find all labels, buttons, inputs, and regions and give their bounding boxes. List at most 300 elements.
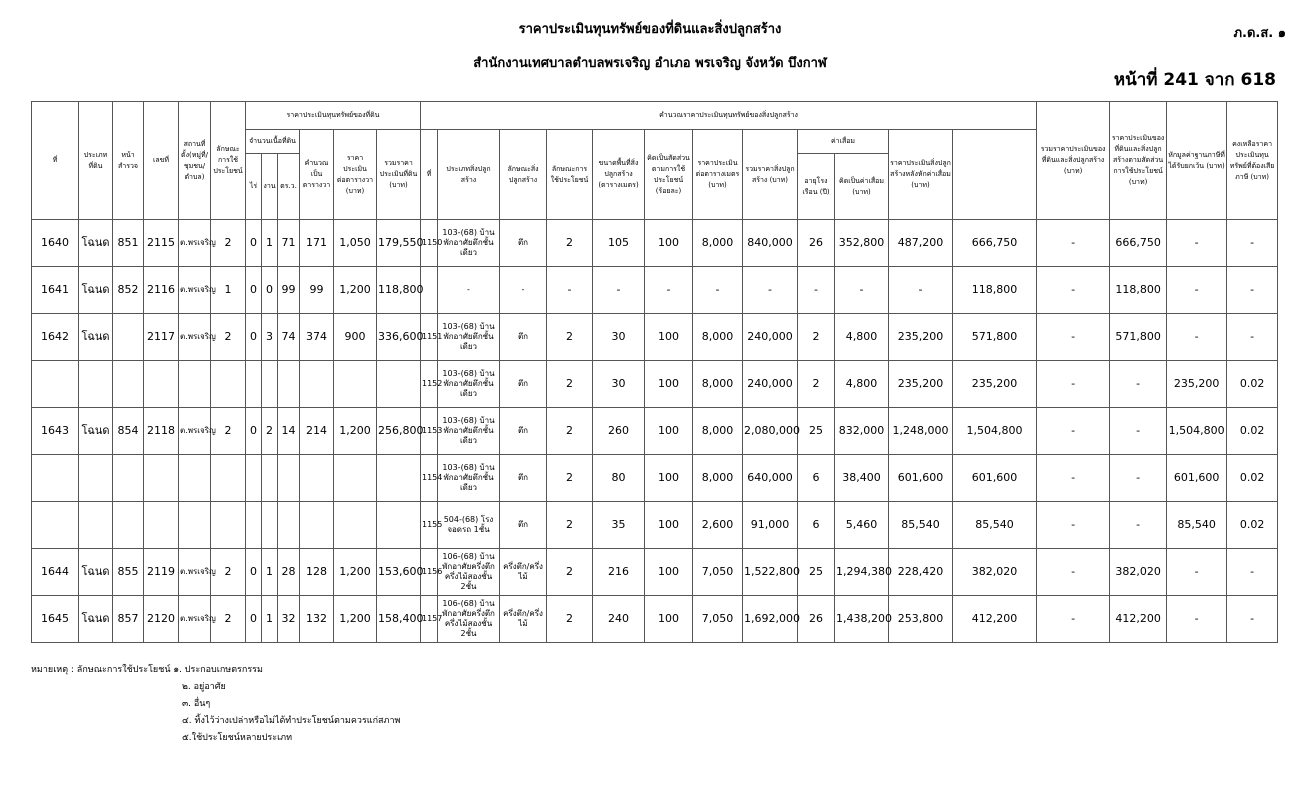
table-row xyxy=(32,549,1278,596)
cell-bldg-char: ตึก xyxy=(500,361,547,408)
cell-bldg-total: 640,000 xyxy=(743,455,798,502)
document-subtitle: สำนักงานเทศบาลตำบลพรเจริญ อำเภอ พรเจริญ จังหวัด บึงกาฬ xyxy=(473,56,827,71)
cell-prop-value: - xyxy=(1037,596,1110,643)
cell-bldg-price-sqm: 8,000 xyxy=(693,408,743,455)
cell-bldg-ratio: 100 xyxy=(645,314,693,361)
cell-total-sqwa: 171 xyxy=(300,220,334,267)
cell-price-per-sqwa xyxy=(334,361,377,408)
cell-bldg-type: 103-(68) บ้านพักอาศัยตึกชั้นเดียว xyxy=(438,314,500,361)
cell-land-type: โฉนด xyxy=(79,408,113,455)
cell-land-use xyxy=(211,361,246,408)
cell-deed-no: 2117 xyxy=(144,314,179,361)
cell-tax-rate: - xyxy=(1227,267,1278,314)
cell-deed-no: 2115 xyxy=(144,220,179,267)
cell-bldg-price-sqm: 2,600 xyxy=(693,502,743,549)
cell-bldg-type: - xyxy=(438,267,500,314)
cell-bldg-net: 1,248,000 xyxy=(889,408,953,455)
cell-bldg-age: - xyxy=(798,267,835,314)
col-building-price-sqm: ราคาประเมินต่อตารางเมตร (บาท) xyxy=(693,130,743,220)
cell-deed-no: 2118 xyxy=(144,408,179,455)
cell-tax-rate: - xyxy=(1227,549,1278,596)
cell-prop-value: - xyxy=(1037,361,1110,408)
cell-sqwa: 32 xyxy=(278,596,300,643)
cell-exemption: 412,200 xyxy=(1110,596,1167,643)
cell-tax-rate: 0.02 xyxy=(1227,408,1278,455)
cell-bldg-size: - xyxy=(593,267,645,314)
cell-remaining: - xyxy=(1167,314,1227,361)
cell-total-sqwa xyxy=(300,502,334,549)
cell-sqwa xyxy=(278,502,300,549)
cell-page-survey xyxy=(113,361,144,408)
cell-bldg-char: ตึก xyxy=(500,408,547,455)
cell-remaining: 235,200 xyxy=(1167,361,1227,408)
cell-price-per-sqwa xyxy=(334,502,377,549)
cell-land-type: โฉนด xyxy=(79,596,113,643)
cell-depr-amount: - xyxy=(835,267,889,314)
notes-label: หมายเหตุ : ลักษณะการใช้ประโยชน์ xyxy=(31,665,171,675)
cell-bldg-price-sqm: 8,000 xyxy=(693,220,743,267)
col-page-survey: หน้าสำรวจ xyxy=(113,102,144,220)
cell-no: 1640 xyxy=(32,220,79,267)
cell-land-total: 158,400 xyxy=(377,596,421,643)
cell-prop-value: - xyxy=(1037,220,1110,267)
cell-rai xyxy=(246,502,262,549)
col-location: สถานที่ตั้ง(หมู่ที่/ชุมชน/ตำบล) xyxy=(179,102,211,220)
depreciation-group: ค่าเสื่อม xyxy=(798,130,889,154)
cell-bldg-age: 2 xyxy=(798,314,835,361)
cell-tax-rate: 0.02 xyxy=(1227,455,1278,502)
cell-exemption: - xyxy=(1110,361,1167,408)
cell-no xyxy=(32,361,79,408)
cell-rai: 0 xyxy=(246,220,262,267)
cell-deed-no xyxy=(144,455,179,502)
cell-bldg-use: 2 xyxy=(547,455,593,502)
col-land-use: ลักษณะการใช้ประโยชน์ xyxy=(211,102,246,220)
table-body xyxy=(32,220,1278,643)
cell-bldg-net: - xyxy=(889,267,953,314)
cell-no: 1641 xyxy=(32,267,79,314)
cell-exemption: 666,750 xyxy=(1110,220,1167,267)
cell-bldg-no: 1155 xyxy=(421,502,438,549)
cell-exemption: - xyxy=(1110,502,1167,549)
cell-sqwa: 71 xyxy=(278,220,300,267)
cell-rai: 0 xyxy=(246,408,262,455)
cell-bldg-net: 85,540 xyxy=(889,502,953,549)
cell-depr-amount: 832,000 xyxy=(835,408,889,455)
cell-page-survey xyxy=(113,502,144,549)
col-price-per-sqwa: ราคาประเมินต่อตารางวา (บาท) xyxy=(334,130,377,220)
cell-no: 1645 xyxy=(32,596,79,643)
cell-bldg-ratio: 100 xyxy=(645,361,693,408)
cell-total-sqwa xyxy=(300,455,334,502)
cell-total-sqwa: 214 xyxy=(300,408,334,455)
cell-exemption: - xyxy=(1110,408,1167,455)
cell-sqwa: 14 xyxy=(278,408,300,455)
cell-bldg-net: 228,420 xyxy=(889,549,953,596)
table-row xyxy=(32,314,1278,361)
cell-tax-rate: - xyxy=(1227,596,1278,643)
cell-tax-rate: - xyxy=(1227,220,1278,267)
cell-bldg-age: 25 xyxy=(798,408,835,455)
cell-total-sqwa: 128 xyxy=(300,549,334,596)
cell-depr-amount: 352,800 xyxy=(835,220,889,267)
cell-bldg-net: 601,600 xyxy=(889,455,953,502)
cell-bldg-size: 30 xyxy=(593,314,645,361)
cell-grand-total: 1,504,800 xyxy=(953,408,1037,455)
col-ngan: งาน xyxy=(262,154,278,220)
cell-prop-value: - xyxy=(1037,502,1110,549)
cell-remaining: 85,540 xyxy=(1167,502,1227,549)
cell-prop-value: - xyxy=(1037,408,1110,455)
cell-bldg-no: 1153 xyxy=(421,408,438,455)
cell-bldg-char: ตึก xyxy=(500,502,547,549)
cell-deed-no: 2120 xyxy=(144,596,179,643)
cell-land-use: 2 xyxy=(211,408,246,455)
cell-page-survey: 854 xyxy=(113,408,144,455)
form-code: ภ.ด.ส. ๑ xyxy=(1233,26,1286,41)
cell-land-type: โฉนด xyxy=(79,549,113,596)
cell-ngan xyxy=(262,502,278,549)
cell-depr-amount: 4,800 xyxy=(835,361,889,408)
cell-land-use xyxy=(211,455,246,502)
cell-bldg-age: 2 xyxy=(798,361,835,408)
cell-bldg-total: 2,080,000 xyxy=(743,408,798,455)
area-group: จำนวนเนื้อที่ดิน xyxy=(246,130,300,154)
notes-line-1 xyxy=(31,662,400,679)
cell-bldg-use: 2 xyxy=(547,314,593,361)
cell-deed-no: 2116 xyxy=(144,267,179,314)
cell-bldg-ratio: 100 xyxy=(645,408,693,455)
cell-bldg-price-sqm: 8,000 xyxy=(693,314,743,361)
cell-bldg-price-sqm: 7,050 xyxy=(693,549,743,596)
cell-total-sqwa: 99 xyxy=(300,267,334,314)
cell-land-use: 2 xyxy=(211,220,246,267)
cell-grand-total: 601,600 xyxy=(953,455,1037,502)
cell-bldg-type: 106-(68) บ้านพักอาศัยครึ่งตึกครึ่งไม้สองชั้น 2ชั้น xyxy=(438,596,500,643)
cell-bldg-size: 216 xyxy=(593,549,645,596)
cell-sqwa: 99 xyxy=(278,267,300,314)
cell-bldg-price-sqm: 7,050 xyxy=(693,596,743,643)
cell-bldg-age: 26 xyxy=(798,220,835,267)
cell-ngan: 1 xyxy=(262,596,278,643)
cell-bldg-net: 487,200 xyxy=(889,220,953,267)
cell-land-use: 2 xyxy=(211,549,246,596)
col-no: ที่ xyxy=(32,102,79,220)
cell-grand-total: 571,800 xyxy=(953,314,1037,361)
cell-bldg-use: 2 xyxy=(547,408,593,455)
assessment-table xyxy=(31,101,1278,643)
cell-deed-no: 2119 xyxy=(144,549,179,596)
table-row xyxy=(32,220,1278,267)
cell-prop-value: - xyxy=(1037,314,1110,361)
cell-bldg-price-sqm: 8,000 xyxy=(693,361,743,408)
col-depreciation: คิดเป็นค่าเสื่อม (บาท) xyxy=(835,154,889,220)
cell-sqwa: 74 xyxy=(278,314,300,361)
cell-grand-total: 666,750 xyxy=(953,220,1037,267)
table-row xyxy=(32,502,1278,549)
col-building-total: รวมราคาสิ่งปลูกสร้าง (บาท) xyxy=(743,130,798,220)
cell-rai: 0 xyxy=(246,314,262,361)
cell-land-total xyxy=(377,361,421,408)
col-land-type: ประเภทที่ดิน xyxy=(79,102,113,220)
cell-no xyxy=(32,455,79,502)
note-item: ๑. ประกอบเกษตรกรรม xyxy=(173,665,263,675)
table-row xyxy=(32,596,1278,643)
cell-page-survey: 857 xyxy=(113,596,144,643)
cell-bldg-char: ครึ่งตึก/ครึ่งไม้ xyxy=(500,549,547,596)
cell-no: 1642 xyxy=(32,314,79,361)
cell-land-use: 2 xyxy=(211,596,246,643)
cell-sqwa: 28 xyxy=(278,549,300,596)
cell-bldg-size: 80 xyxy=(593,455,645,502)
cell-bldg-size: 35 xyxy=(593,502,645,549)
cell-grand-total: 382,020 xyxy=(953,549,1037,596)
cell-ngan xyxy=(262,455,278,502)
cell-land-type: โฉนด xyxy=(79,267,113,314)
cell-exemption: 118,800 xyxy=(1110,267,1167,314)
cell-page-survey xyxy=(113,455,144,502)
cell-exemption: 571,800 xyxy=(1110,314,1167,361)
cell-land-type xyxy=(79,502,113,549)
cell-exemption: 382,020 xyxy=(1110,549,1167,596)
cell-bldg-use: 2 xyxy=(547,549,593,596)
cell-bldg-no: 1152 xyxy=(421,361,438,408)
col-grand-total: รวมราคาประเมินของที่ดินและสิ่งปลูกสร้าง (บาท) xyxy=(1037,102,1110,220)
cell-remaining: 601,600 xyxy=(1167,455,1227,502)
cell-bldg-age: 26 xyxy=(798,596,835,643)
cell-location: ต.พรเจริญ xyxy=(179,220,211,267)
cell-bldg-ratio: 100 xyxy=(645,549,693,596)
note-item: ๔. ทิ้งไว้ว่างเปล่าหรือไม่ได้ทำประโยชน์ตามควรแก่สภาพ xyxy=(182,716,401,726)
cell-location xyxy=(179,455,211,502)
cell-bldg-type: 103-(68) บ้านพักอาศัยตึกชั้นเดียว xyxy=(438,361,500,408)
cell-deed-no xyxy=(144,502,179,549)
cell-location: ต.พรเจริญ xyxy=(179,408,211,455)
col-building-size: ขนาดพื้นที่สิ่งปลูกสร้าง (ตารางเมตร) xyxy=(593,130,645,220)
cell-exemption: - xyxy=(1110,455,1167,502)
cell-deed-no xyxy=(144,361,179,408)
notes xyxy=(31,662,400,747)
table-row xyxy=(32,361,1278,408)
cell-bldg-net: 235,200 xyxy=(889,361,953,408)
cell-land-use: 2 xyxy=(211,314,246,361)
cell-rai xyxy=(246,361,262,408)
cell-bldg-net: 235,200 xyxy=(889,314,953,361)
cell-bldg-type: 103-(68) บ้านพักอาศัยตึกชั้นเดียว xyxy=(438,455,500,502)
cell-bldg-no: 1150 xyxy=(421,220,438,267)
cell-bldg-price-sqm: 8,000 xyxy=(693,455,743,502)
cell-bldg-no: 1154 xyxy=(421,455,438,502)
cell-land-total: 118,800 xyxy=(377,267,421,314)
cell-depr-amount: 1,438,200 xyxy=(835,596,889,643)
cell-grand-total: 412,200 xyxy=(953,596,1037,643)
cell-prop-value: - xyxy=(1037,455,1110,502)
cell-total-sqwa: 132 xyxy=(300,596,334,643)
cell-rai xyxy=(246,455,262,502)
cell-remaining: 1,504,800 xyxy=(1167,408,1227,455)
cell-grand-total: 235,200 xyxy=(953,361,1037,408)
cell-land-total xyxy=(377,502,421,549)
cell-land-use: 1 xyxy=(211,267,246,314)
land-value-group: ราคาประเมินทุนทรัพย์ของที่ดิน xyxy=(246,102,421,130)
cell-land-total: 256,800 xyxy=(377,408,421,455)
table-row xyxy=(32,455,1278,502)
cell-bldg-char: ครึ่งตึก/ครึ่งไม้ xyxy=(500,596,547,643)
cell-depr-amount: 38,400 xyxy=(835,455,889,502)
cell-bldg-use: 2 xyxy=(547,220,593,267)
cell-grand-total: 85,540 xyxy=(953,502,1037,549)
cell-land-use xyxy=(211,502,246,549)
cell-bldg-ratio: - xyxy=(645,267,693,314)
cell-bldg-char: - xyxy=(500,267,547,314)
cell-bldg-age: 25 xyxy=(798,549,835,596)
col-building-no: ที่ xyxy=(421,130,438,220)
cell-depr-amount: 1,294,380 xyxy=(835,549,889,596)
cell-price-per-sqwa: 1,200 xyxy=(334,549,377,596)
cell-bldg-net: 253,800 xyxy=(889,596,953,643)
cell-page-survey: 851 xyxy=(113,220,144,267)
cell-price-per-sqwa: 1,050 xyxy=(334,220,377,267)
cell-land-total: 153,600 xyxy=(377,549,421,596)
cell-bldg-total: - xyxy=(743,267,798,314)
cell-remaining: - xyxy=(1167,596,1227,643)
cell-bldg-type: 106-(68) บ้านพักอาศัยครึ่งตึกครึ่งไม้สองชั้น 2ชั้น xyxy=(438,549,500,596)
cell-bldg-size: 260 xyxy=(593,408,645,455)
cell-ngan: 1 xyxy=(262,220,278,267)
cell-total-sqwa xyxy=(300,361,334,408)
cell-bldg-type: 103-(68) บ้านพักอาศัยตึกชั้นเดียว xyxy=(438,408,500,455)
cell-bldg-no: 1157 xyxy=(421,596,438,643)
col-rai: ไร่ xyxy=(246,154,262,220)
cell-rai: 0 xyxy=(246,596,262,643)
cell-bldg-total: 840,000 xyxy=(743,220,798,267)
col-building-ratio: คิดเป็นสัดส่วนตามการใช้ประโยชน์ (ร้อยละ) xyxy=(645,130,693,220)
cell-bldg-size: 105 xyxy=(593,220,645,267)
cell-depr-amount: 5,460 xyxy=(835,502,889,549)
col-land-total: รวมราคาประเมินที่ดิน (บาท) xyxy=(377,130,421,220)
cell-price-per-sqwa: 1,200 xyxy=(334,408,377,455)
table-header xyxy=(32,102,1278,220)
note-item: ๕.ใช้ประโยชน์หลายประเภท xyxy=(182,733,293,743)
cell-bldg-no: 1156 xyxy=(421,549,438,596)
cell-ngan: 2 xyxy=(262,408,278,455)
col-building-use: ลักษณะการใช้ประโยชน์ xyxy=(547,130,593,220)
cell-page-survey: 852 xyxy=(113,267,144,314)
cell-bldg-type: 103-(68) บ้านพักอาศัยตึกชั้นเดียว xyxy=(438,220,500,267)
cell-price-per-sqwa: 900 xyxy=(334,314,377,361)
cell-bldg-size: 30 xyxy=(593,361,645,408)
col-deed-no: เลขที่ xyxy=(144,102,179,220)
cell-bldg-total: 240,000 xyxy=(743,314,798,361)
cell-sqwa xyxy=(278,455,300,502)
cell-bldg-ratio: 100 xyxy=(645,455,693,502)
cell-bldg-use: 2 xyxy=(547,596,593,643)
cell-location xyxy=(179,361,211,408)
cell-ngan: 1 xyxy=(262,549,278,596)
cell-tax-rate: - xyxy=(1227,314,1278,361)
cell-bldg-no: 1151 xyxy=(421,314,438,361)
cell-bldg-total: 91,000 xyxy=(743,502,798,549)
cell-bldg-age: 6 xyxy=(798,455,835,502)
cell-ngan: 3 xyxy=(262,314,278,361)
cell-bldg-total: 1,692,000 xyxy=(743,596,798,643)
cell-no: 1643 xyxy=(32,408,79,455)
cell-bldg-total: 1,522,800 xyxy=(743,549,798,596)
cell-bldg-use: - xyxy=(547,267,593,314)
cell-bldg-ratio: 100 xyxy=(645,502,693,549)
col-building-net: ราคาประเมินสิ่งปลูกสร้างหลังหักค่าเสื่อม (บาท) xyxy=(889,130,953,220)
cell-location: ต.พรเจริญ xyxy=(179,314,211,361)
cell-land-total xyxy=(377,455,421,502)
cell-bldg-char: ตึก xyxy=(500,455,547,502)
cell-land-total: 179,550 xyxy=(377,220,421,267)
cell-page-survey: 855 xyxy=(113,549,144,596)
page-indicator: หน้าที่ 241 จาก 618 xyxy=(1113,70,1276,90)
cell-remaining: - xyxy=(1167,267,1227,314)
cell-price-per-sqwa: 1,200 xyxy=(334,267,377,314)
cell-ngan: 0 xyxy=(262,267,278,314)
cell-bldg-age: 6 xyxy=(798,502,835,549)
cell-location: ต.พรเจริญ xyxy=(179,596,211,643)
cell-price-per-sqwa: 1,200 xyxy=(334,596,377,643)
cell-rai: 0 xyxy=(246,267,262,314)
cell-no: 1644 xyxy=(32,549,79,596)
cell-price-per-sqwa xyxy=(334,455,377,502)
cell-land-type: โฉนด xyxy=(79,314,113,361)
cell-location: ต.พรเจริญ xyxy=(179,549,211,596)
cell-bldg-size: 240 xyxy=(593,596,645,643)
cell-bldg-use: 2 xyxy=(547,361,593,408)
cell-bldg-total: 240,000 xyxy=(743,361,798,408)
cell-prop-value: - xyxy=(1037,267,1110,314)
cell-tax-rate: 0.02 xyxy=(1227,361,1278,408)
cell-sqwa xyxy=(278,361,300,408)
cell-rai: 0 xyxy=(246,549,262,596)
cell-bldg-char: ตึก xyxy=(500,314,547,361)
cell-bldg-use: 2 xyxy=(547,502,593,549)
cell-bldg-ratio: 100 xyxy=(645,596,693,643)
col-building-age: อายุโรงเรือน (ปี) xyxy=(798,154,835,220)
cell-land-total: 336,600 xyxy=(377,314,421,361)
cell-ngan xyxy=(262,361,278,408)
cell-land-type xyxy=(79,455,113,502)
col-proportional-value: ราคาประเมินของที่ดินและสิ่งปลูกสร้างตามสัดส่วนการใช้ประโยชน์ (บาท) xyxy=(1110,102,1167,220)
col-total-sqwa: คำนวณเป็นตารางวา xyxy=(300,130,334,220)
cell-bldg-char: ตึก xyxy=(500,220,547,267)
cell-total-sqwa: 374 xyxy=(300,314,334,361)
col-building-char: ลักษณะสิ่งปลูกสร้าง xyxy=(500,130,547,220)
cell-tax-rate: 0.02 xyxy=(1227,502,1278,549)
cell-location xyxy=(179,502,211,549)
table-row xyxy=(32,267,1278,314)
col-remaining: คงเหลือราคาประเมินทุนทรัพย์ที่ต้องเสียภาษี (บาท) xyxy=(1227,102,1278,220)
building-value-group: คำนวณราคาประเมินทุนทรัพย์ของสิ่งปลูกสร้าง xyxy=(421,102,1037,130)
cell-location: ต.พรเจริญ xyxy=(179,267,211,314)
cell-remaining: - xyxy=(1167,549,1227,596)
col-sqwa: ตร.ว. xyxy=(278,154,300,220)
cell-no xyxy=(32,502,79,549)
cell-remaining: - xyxy=(1167,220,1227,267)
cell-bldg-price-sqm: - xyxy=(693,267,743,314)
note-item: ๒. อยู่อาศัย xyxy=(182,682,226,692)
cell-land-type xyxy=(79,361,113,408)
cell-bldg-ratio: 100 xyxy=(645,220,693,267)
cell-land-type: โฉนด xyxy=(79,220,113,267)
col-building-type: ประเภทสิ่งปลูกสร้าง xyxy=(438,130,500,220)
cell-depr-amount: 4,800 xyxy=(835,314,889,361)
col-exemption: หักมูลค่าฐานภาษีที่ได้รับยกเว้น (บาท) xyxy=(1167,102,1227,220)
document-title: ราคาประเมินทุนทรัพย์ของที่ดินและสิ่งปลูกสร้าง xyxy=(518,22,782,37)
